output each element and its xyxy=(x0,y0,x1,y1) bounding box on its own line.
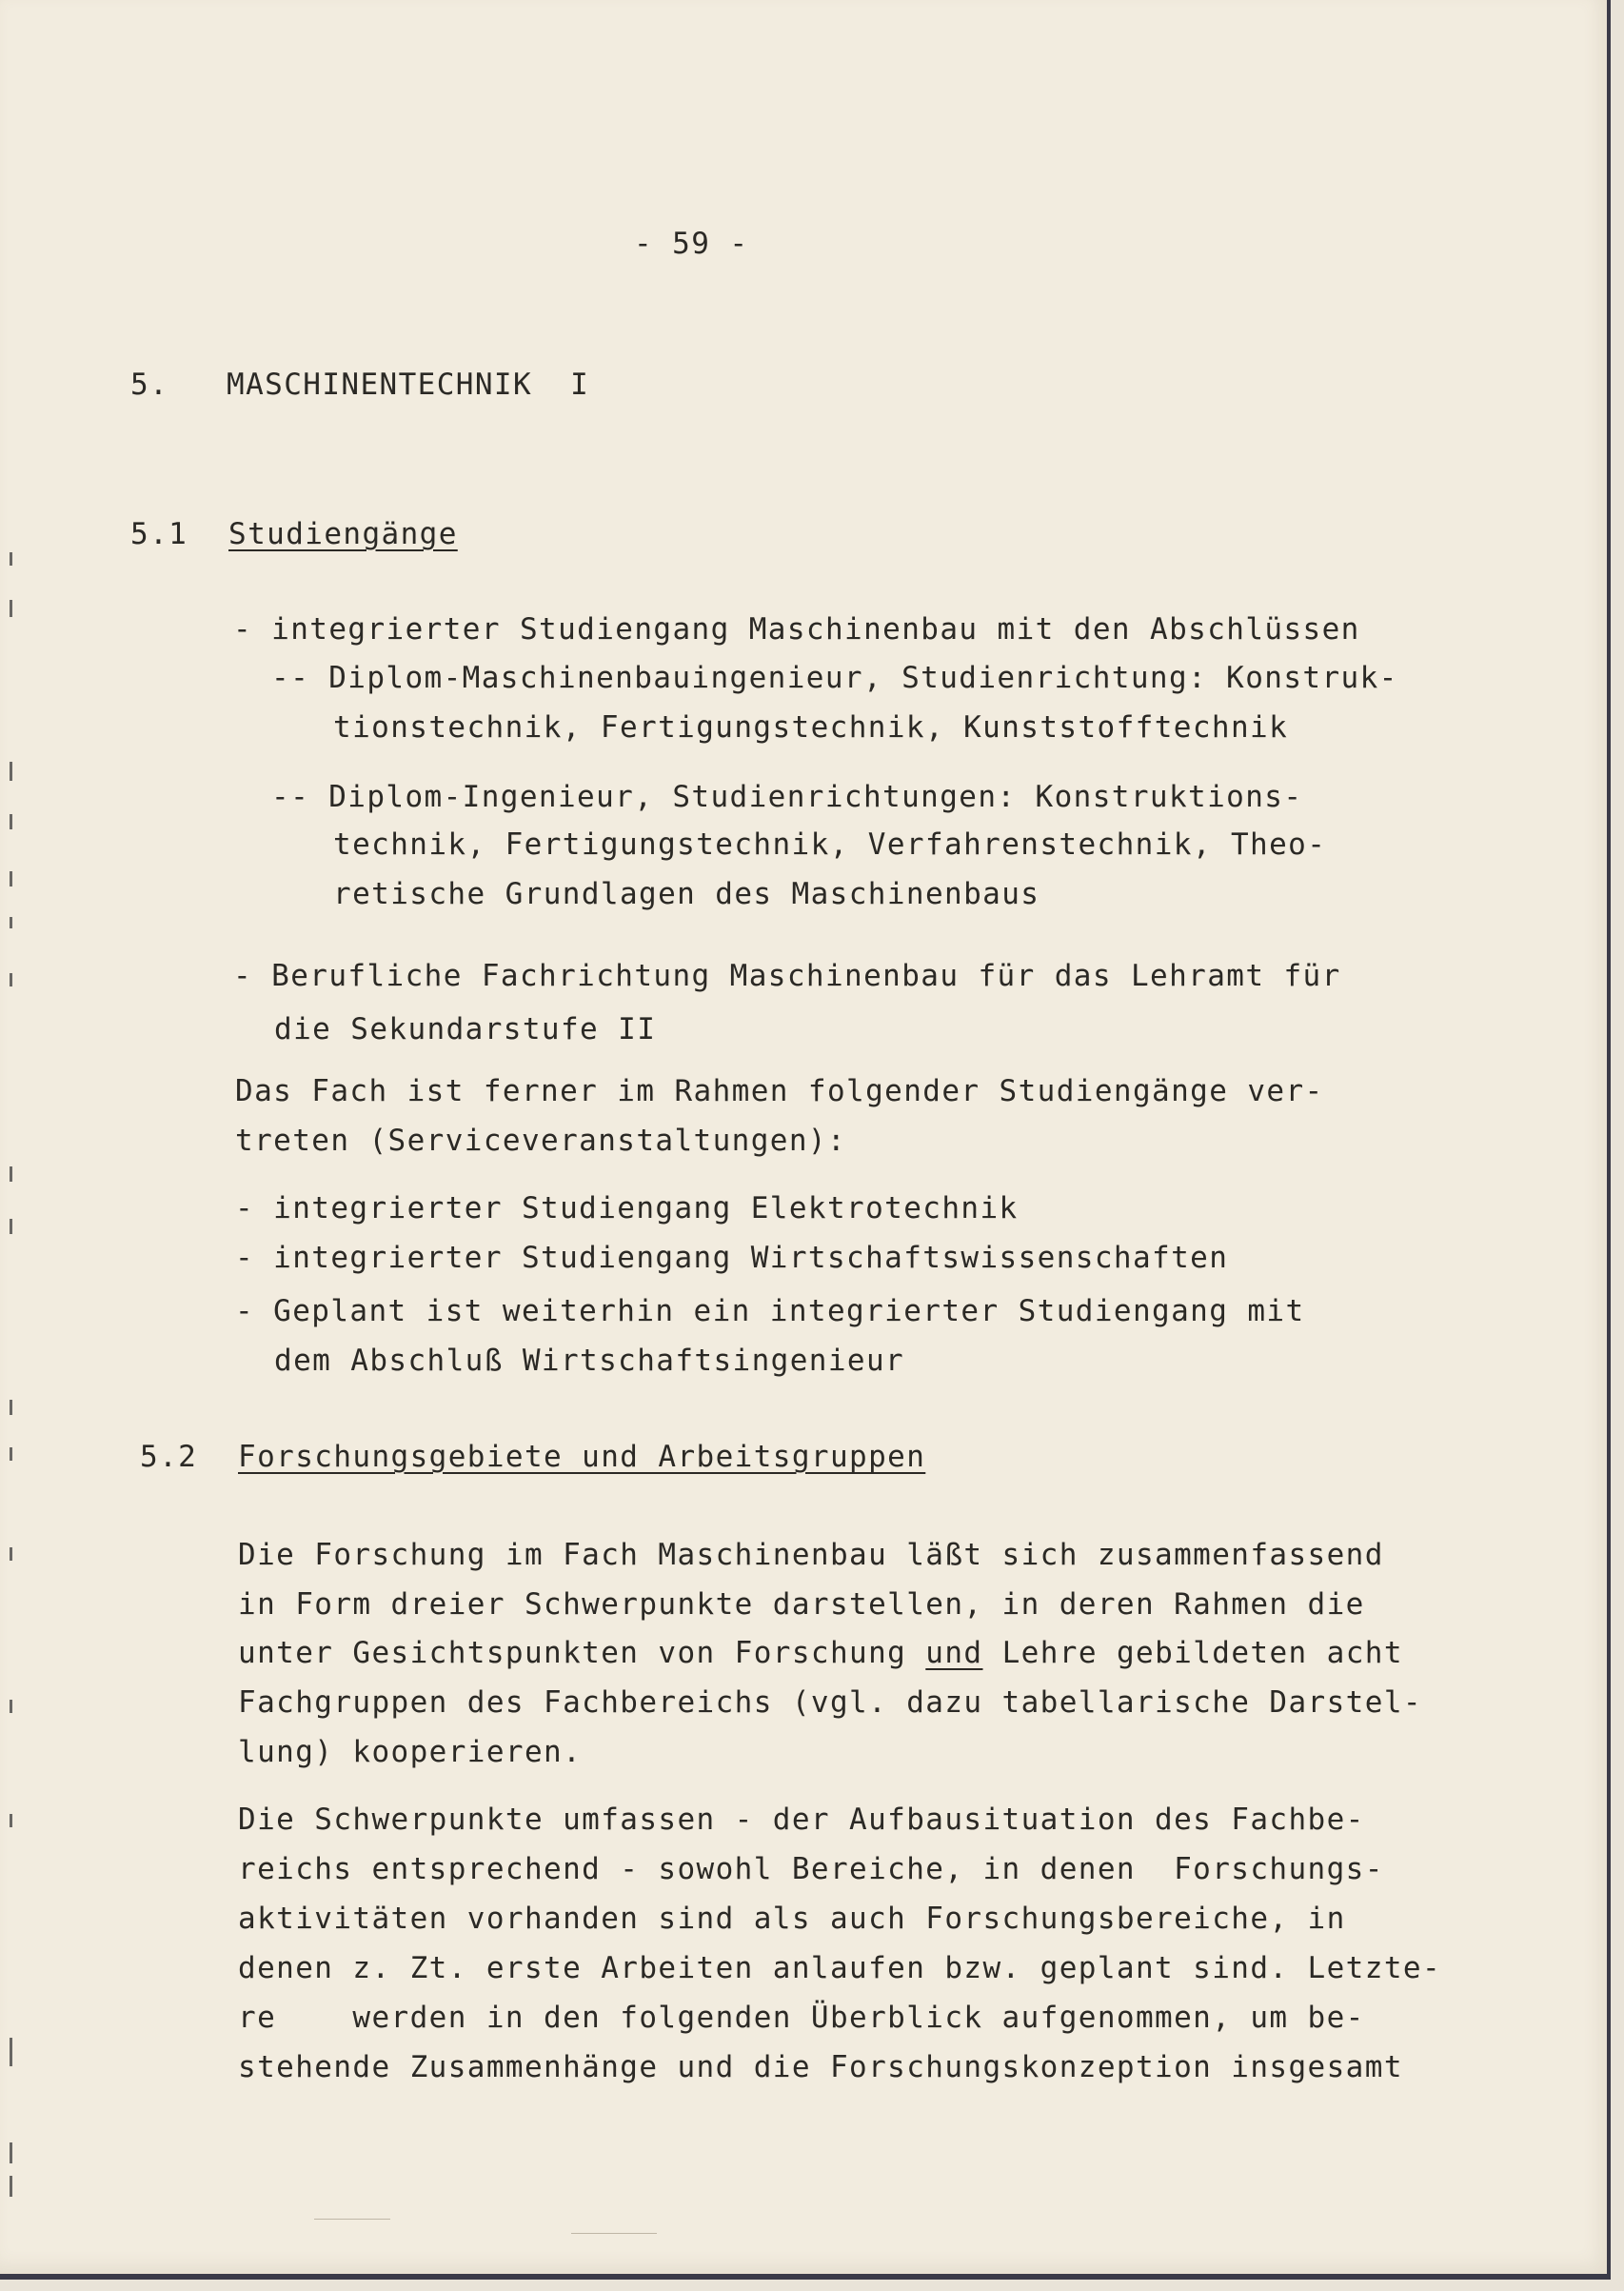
text-line: stehende Zusammenhänge und die Forschungskonzeption insgesamt xyxy=(238,2050,1403,2084)
text-line: retische Grundlagen des Maschinenbaus xyxy=(333,877,1040,911)
margin-mark xyxy=(10,600,12,617)
text-line: tionstechnik, Fertigungstechnik, Kunststofftechnik xyxy=(333,710,1289,745)
text-line: lung) kooperieren. xyxy=(238,1735,583,1769)
margin-mark xyxy=(10,1547,12,1561)
text-line: - Geplant ist weiterhin ein integrierter Studiengang mit xyxy=(235,1294,1305,1328)
margin-mark xyxy=(10,762,12,781)
text-line: dem Abschluß Wirtschaftsingenieur xyxy=(274,1344,905,1378)
text-line: in Form dreier Schwerpunkte darstellen, in deren Rahmen die xyxy=(238,1587,1365,1622)
paper-speck xyxy=(571,2233,657,2234)
text-line: - integrierter Studiengang Wirtschaftswissenschaften xyxy=(235,1241,1229,1275)
text-line: Die Forschung im Fach Maschinenbau läßt sich zusammenfassend xyxy=(238,1538,1384,1572)
chapter-title: MASCHINENTECHNIK I xyxy=(227,368,590,402)
section-title: Forschungsgebiete und Arbeitsgruppen xyxy=(238,1440,926,1474)
margin-mark xyxy=(10,1447,12,1461)
section-number: 5.2 xyxy=(140,1440,198,1474)
paper-speck xyxy=(314,2219,390,2220)
text-line: -- Diplom-Ingenieur, Studienrichtungen: Konstruktions- xyxy=(271,780,1303,814)
text-line: - integrierter Studiengang Elektrotechnik xyxy=(235,1191,1019,1225)
margin-mark xyxy=(10,917,12,928)
margin-mark xyxy=(10,1814,12,1827)
text-segment: Lehre gebildeten acht xyxy=(982,1636,1403,1670)
text-line: re werden in den folgenden Überblick aufgenommen, um be- xyxy=(238,2001,1365,2035)
text-line: Fachgruppen des Fachbereichs (vgl. dazu tabellarische Darstel- xyxy=(238,1685,1422,1720)
margin-mark xyxy=(10,871,12,887)
margin-mark xyxy=(10,1166,12,1182)
text-line: technik, Fertigungstechnik, Verfahrenstechnik, Theo- xyxy=(333,827,1327,862)
margin-mark xyxy=(10,2176,12,2197)
text-line: aktivitäten vorhanden sind als auch Forschungsbereiche, in xyxy=(238,1902,1346,1936)
margin-mark xyxy=(10,1400,12,1415)
margin-mark xyxy=(10,2142,12,2163)
text-line: denen z. Zt. erste Arbeiten anlaufen bzw. geplant sind. Letzte- xyxy=(238,1951,1442,1985)
text-line: - Berufliche Fachrichtung Maschinenbau für das Lehramt für xyxy=(233,959,1341,993)
text-segment: unter Gesichtspunkten von Forschung xyxy=(238,1636,926,1670)
margin-mark xyxy=(10,1700,12,1713)
text-line: reichs entsprechend - sowohl Bereiche, in denen Forschungs- xyxy=(238,1852,1384,1886)
section-number: 5.1 xyxy=(130,517,188,551)
text-line: -- Diplom-Maschinenbauingenieur, Studienrichtung: Konstruk- xyxy=(271,661,1398,695)
text-line: - integrierter Studiengang Maschinenbau mit den Abschlüssen xyxy=(233,612,1360,647)
emphasized-word: und xyxy=(925,1636,983,1670)
margin-mark xyxy=(10,973,12,986)
margin-mark xyxy=(10,2038,12,2066)
section-title: Studiengänge xyxy=(228,517,458,551)
text-line: Die Schwerpunkte umfassen - der Aufbausituation des Fachbe- xyxy=(238,1803,1365,1837)
margin-mark xyxy=(10,552,12,566)
text-line: treten (Serviceveranstaltungen): xyxy=(235,1124,847,1158)
text-line: Das Fach ist ferner im Rahmen folgender Studiengänge ver- xyxy=(235,1074,1324,1108)
text-line xyxy=(238,1636,1403,1670)
text-line: die Sekundarstufe II xyxy=(274,1012,657,1046)
margin-mark xyxy=(10,814,12,829)
chapter-number: 5. xyxy=(130,368,169,402)
margin-mark xyxy=(10,1219,12,1234)
page-number: - 59 - xyxy=(634,227,749,261)
